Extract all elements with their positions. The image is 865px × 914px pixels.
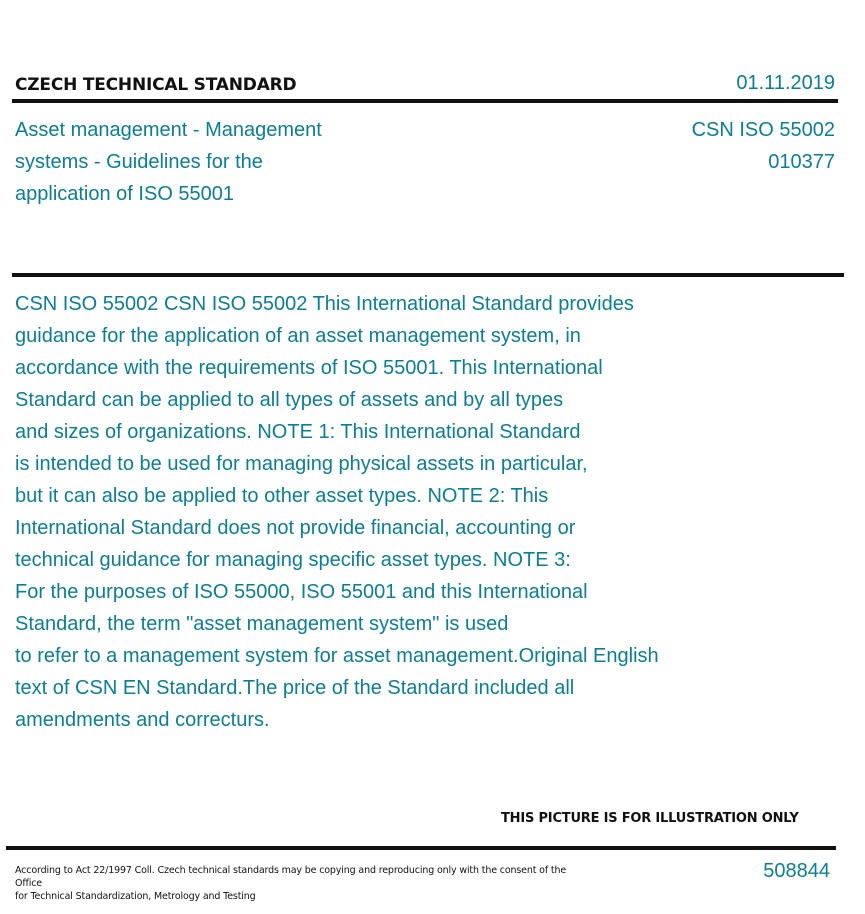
abstract-line: guidance for the application of an asset management system, in (15, 325, 581, 347)
issue-date: 01.11.2019 (736, 72, 835, 94)
legal-line: for Technical Standardization, Metrology and Testing (15, 891, 256, 902)
illustration-note: THIS PICTURE IS FOR ILLUSTRATION ONLY (501, 811, 799, 826)
legal-notice (15, 864, 595, 903)
footer-divider (6, 846, 836, 850)
title-divider (12, 273, 844, 277)
abstract-line: technical guidance for managing specific asset types. NOTE 3: (15, 549, 571, 571)
title-line: Asset management - Management (15, 119, 322, 141)
abstract-line: amendments and correcturs. (15, 709, 270, 731)
document-codes (692, 114, 835, 178)
abstract-line: text of CSN EN Standard.The price of the Standard included all (15, 677, 575, 699)
document-id: 508844 (763, 860, 830, 882)
abstract-line: Standard can be applied to all types of assets and by all types (15, 389, 564, 411)
document-title (15, 114, 435, 210)
abstract-line: and sizes of organizations. NOTE 1: This International Standard (15, 421, 581, 443)
abstract-line: For the purposes of ISO 55000, ISO 55001 and this International (15, 581, 588, 603)
abstract-line: to refer to a management system for asset management.Original English (15, 645, 659, 667)
abstract-line: is intended to be used for managing physical assets in particular, (15, 453, 588, 475)
abstract-text (15, 288, 735, 736)
legal-line: According to Act 22/1997 Coll. Czech technical standards may be copying and reproducing only with the consent of the Office (15, 865, 567, 889)
abstract-line: accordance with the requirements of ISO 55001. This International (15, 357, 603, 379)
title-line: systems - Guidelines for the (15, 151, 263, 173)
standard-code: CSN ISO 55002 (691, 119, 835, 141)
title-line: application of ISO 55001 (15, 183, 235, 205)
abstract-line: but it can also be applied to other asset types. NOTE 2: This (15, 485, 549, 507)
catalog-number: 010377 (768, 151, 835, 173)
abstract-line: Standard, the term "asset management system" is used (15, 613, 509, 635)
abstract-line: CSN ISO 55002 CSN ISO 55002 This International Standard provides (15, 293, 634, 315)
standard-label: CZECH TECHNICAL STANDARD (15, 75, 297, 95)
header-divider (12, 99, 838, 103)
abstract-line: International Standard does not provide financial, accounting or (15, 517, 576, 539)
